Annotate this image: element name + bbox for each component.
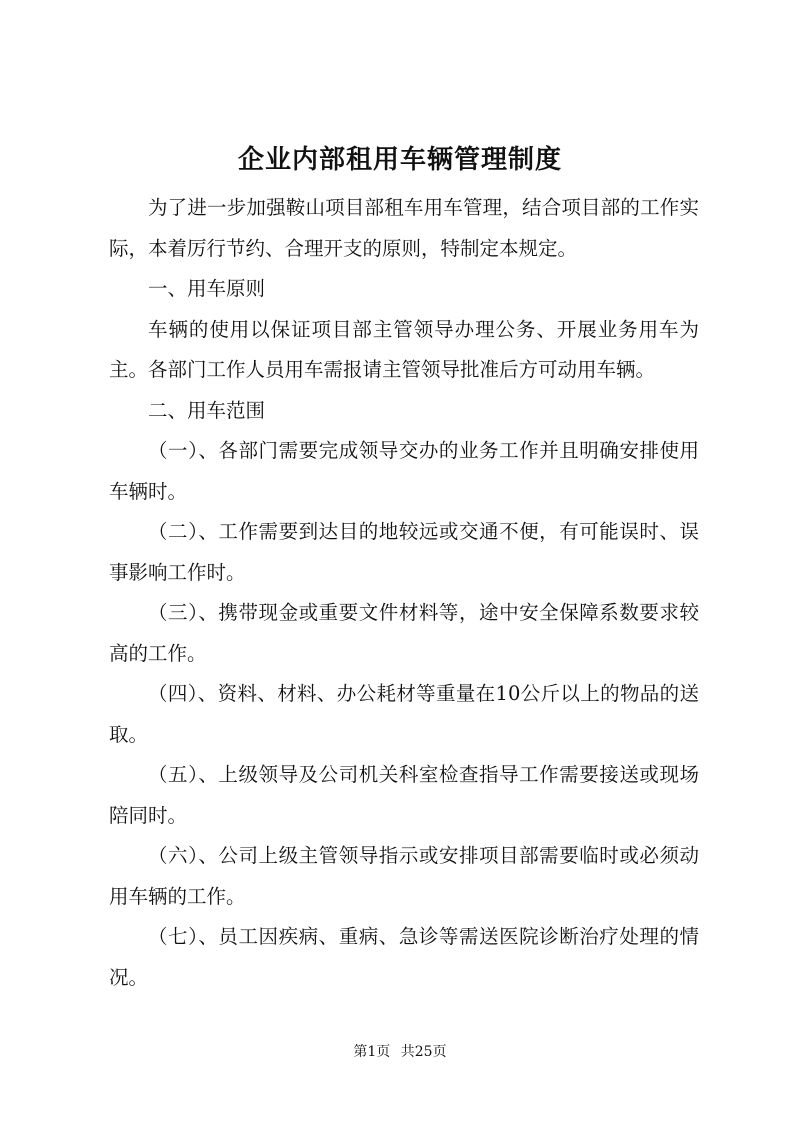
scope-item: （四）、资料、材料、办公耗材等重量在10公斤以上的物品的送取。	[109, 682, 699, 746]
intro-paragraph: 为了进一步加强鞍山项目部租车用车管理，结合项目部的工作实际，本着厉行节约、合理开支的原则，特制定本规定。	[109, 196, 699, 260]
scope-item: （七）、员工因疾病、重病、急诊等需送医院诊断治疗处理的情况。	[109, 925, 699, 989]
principles-paragraph: 车辆的使用以保证项目部主管领导办理公务、开展业务用车为主。各部门工作人员用车需报请主管领导批准后方可动用车辆。	[109, 317, 699, 381]
scope-item: （二）、工作需要到达目的地较远或交通不便，有可能误时、误事影响工作时。	[109, 520, 699, 584]
section-heading-principles: 一、用车原则	[148, 277, 266, 300]
document-body	[109, 188, 699, 998]
page-number: 第1页	[353, 1044, 391, 1060]
total-pages: 共25页	[400, 1044, 447, 1060]
scope-item: （五）、上级领导及公司机关科室检查指导工作需要接送或现场陪同时。	[109, 763, 699, 827]
scope-item: （三）、携带现金或重要文件材料等，途中安全保障系数要求较高的工作。	[109, 601, 699, 665]
scope-item: （一）、各部门需要完成领导交办的业务工作并且明确安排使用车辆时。	[109, 439, 699, 503]
scope-item: （六）、公司上级主管领导指示或安排项目部需要临时或必须动用车辆的工作。	[109, 844, 699, 908]
document-title: 企业内部租用车辆管理制度	[237, 145, 562, 175]
section-heading-scope: 二、用车范围	[148, 398, 266, 422]
page-footer	[0, 1042, 800, 1062]
